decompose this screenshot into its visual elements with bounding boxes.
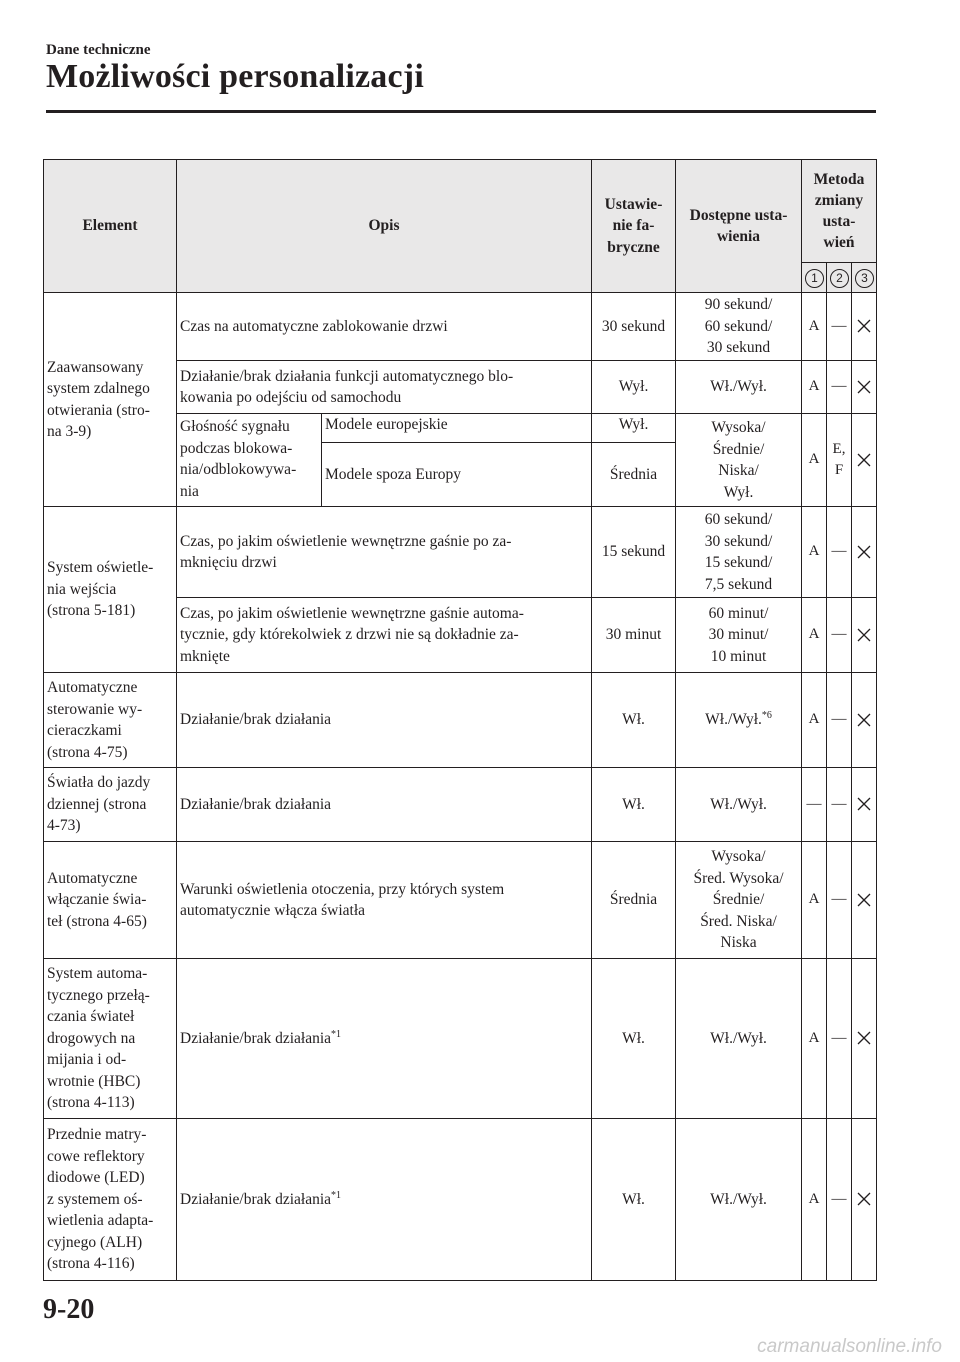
method-3-cell	[852, 293, 877, 361]
table-row	[44, 1119, 877, 1281]
method-2-cell: —	[827, 361, 852, 414]
factory-cell: Wł.	[592, 768, 676, 842]
header-method-1	[802, 263, 827, 293]
available-cell: 90 sekund/ 60 sekund/ 30 sekund	[676, 293, 802, 361]
header-method-3	[852, 263, 877, 293]
method-2-cell: —	[827, 959, 852, 1119]
method-3-cell	[852, 361, 877, 414]
description-text: Działanie/brak działania	[180, 1190, 332, 1208]
table-row	[44, 959, 877, 1119]
header-method-2	[827, 263, 852, 293]
page-number: 9-20	[43, 1294, 95, 1325]
method-3-cell	[852, 1119, 877, 1281]
table-row	[44, 507, 877, 598]
header-opis: Opis	[177, 160, 592, 293]
description-cell: Działanie/brak działania	[177, 768, 592, 842]
table-row	[44, 293, 877, 361]
table-row	[44, 768, 877, 842]
page-title: Możliwości personalizacji	[46, 58, 424, 95]
method-2-cell: E, F	[827, 414, 852, 507]
footnote-marker: *1	[331, 1189, 342, 1201]
method-1-cell: A	[802, 293, 827, 361]
table-row	[44, 842, 877, 959]
element-cell: Zaawansowany system zdalnego otwierania (stro- na 3-9)	[44, 293, 177, 507]
close-x-icon	[857, 1192, 871, 1206]
method-1-cell: A	[802, 673, 827, 768]
sub-label-cell: Modele europejskie	[322, 414, 592, 443]
method-2-cell: —	[827, 507, 852, 598]
watermark: carmanualsonline.info	[757, 1336, 942, 1357]
close-x-icon	[857, 628, 871, 642]
table-row	[44, 673, 877, 768]
close-x-icon	[857, 319, 871, 333]
close-x-icon	[857, 893, 871, 907]
factory-cell: Średnia	[592, 842, 676, 959]
available-cell: Wł./Wył.	[676, 361, 802, 414]
element-cell: System automa- tycznego przełą- czania świateł drogowych na mijania i od- wrotnie (HBC) (strona 4-113)	[44, 959, 177, 1119]
description-cell: Głośność sygnału podczas blokowa- nia/odblokowywa- nia	[177, 414, 322, 507]
customization-table	[43, 159, 877, 1281]
sub-label-cell: Modele spoza Europy	[322, 443, 592, 507]
circled-number-2: 2	[830, 269, 849, 288]
method-3-cell	[852, 414, 877, 507]
available-cell: Wł./Wył.	[676, 768, 802, 842]
close-x-icon	[857, 1031, 871, 1045]
description-cell	[177, 1119, 592, 1281]
element-cell: Automatyczne włączanie świa- teł (strona 4-65)	[44, 842, 177, 959]
method-1-cell: A	[802, 959, 827, 1119]
method-2-cell: —	[827, 1119, 852, 1281]
method-1-cell: A	[802, 414, 827, 507]
factory-cell: Wył.	[592, 361, 676, 414]
close-x-icon	[857, 797, 871, 811]
factory-cell: 30 minut	[592, 598, 676, 673]
element-cell: Przednie matry- cowe reflektory diodowe (LED) z systemem oś- wietlenia adapta- cyjnego (ALH) (strona 4-116)	[44, 1119, 177, 1281]
close-x-icon	[857, 453, 871, 467]
method-3-cell	[852, 768, 877, 842]
element-cell: Światła do jazdy dziennej (strona 4-73)	[44, 768, 177, 842]
close-x-icon	[857, 713, 871, 727]
available-cell: Wł./Wył.	[676, 959, 802, 1119]
factory-cell: Wł.	[592, 959, 676, 1119]
method-2-cell: —	[827, 598, 852, 673]
description-cell: Działanie/brak działania funkcji automatycznego blo- kowania po odejściu od samochodu	[177, 361, 592, 414]
available-value: Wł./Wył.	[705, 711, 762, 729]
header-available-settings: Dostępne usta- wienia	[676, 160, 802, 293]
method-1-cell: A	[802, 507, 827, 598]
description-cell: Działanie/brak działania	[177, 673, 592, 768]
circled-number-1: 1	[805, 269, 824, 288]
available-cell	[676, 673, 802, 768]
header-change-method: Metoda zmiany usta- wień	[802, 160, 877, 263]
method-3-cell	[852, 507, 877, 598]
circled-number-3: 3	[855, 269, 874, 288]
available-cell: 60 sekund/ 30 sekund/ 15 sekund/ 7,5 sekund	[676, 507, 802, 598]
description-cell	[177, 959, 592, 1119]
description-cell: Czas, po jakim oświetlenie wewnętrzne gaśnie po za- mknięciu drzwi	[177, 507, 592, 598]
method-1-cell: A	[802, 1119, 827, 1281]
title-rule	[46, 110, 876, 113]
method-1-cell: A	[802, 598, 827, 673]
footnote-marker: *6	[761, 710, 772, 722]
section-label: Dane techniczne	[46, 42, 151, 58]
close-x-icon	[857, 380, 871, 394]
method-2-cell: —	[827, 293, 852, 361]
element-cell: Automatyczne sterowanie wy- cieraczkami (strona 4-75)	[44, 673, 177, 768]
available-cell: 60 minut/ 30 minut/ 10 minut	[676, 598, 802, 673]
footnote-marker: *1	[331, 1028, 342, 1040]
header-factory-setting: Ustawie- nie fa- bryczne	[592, 160, 676, 293]
available-cell: Wysoka/ Średnie/ Niska/ Wył.	[676, 414, 802, 507]
method-3-cell	[852, 959, 877, 1119]
element-cell: System oświetle- nia wejścia (strona 5-181)	[44, 507, 177, 673]
close-x-icon	[857, 545, 871, 559]
method-1-cell: A	[802, 361, 827, 414]
available-cell: Wysoka/ Śred. Wysoka/ Średnie/ Śred. Niska/ Niska	[676, 842, 802, 959]
factory-cell: Wł.	[592, 673, 676, 768]
factory-cell: Średnia	[592, 443, 676, 507]
factory-cell: 30 sekund	[592, 293, 676, 361]
description-cell: Czas na automatyczne zablokowanie drzwi	[177, 293, 592, 361]
description-cell: Czas, po jakim oświetlenie wewnętrzne gaśnie automa- tycznie, gdy którekolwiek z drzwi nie są dokładnie za- mknięte	[177, 598, 592, 673]
method-3-cell	[852, 673, 877, 768]
factory-cell: Wył.	[592, 414, 676, 443]
method-3-cell	[852, 598, 877, 673]
method-2-cell: —	[827, 842, 852, 959]
description-cell: Warunki oświetlenia otoczenia, przy których system automatycznie włącza światła	[177, 842, 592, 959]
method-2-cell: —	[827, 768, 852, 842]
method-2-cell: —	[827, 673, 852, 768]
factory-cell: 15 sekund	[592, 507, 676, 598]
description-text: Działanie/brak działania	[180, 1029, 332, 1047]
method-3-cell	[852, 842, 877, 959]
method-1-cell: A	[802, 842, 827, 959]
header-element: Element	[44, 160, 177, 293]
available-cell: Wł./Wył.	[676, 1119, 802, 1281]
factory-cell: Wł.	[592, 1119, 676, 1281]
method-1-cell: —	[802, 768, 827, 842]
